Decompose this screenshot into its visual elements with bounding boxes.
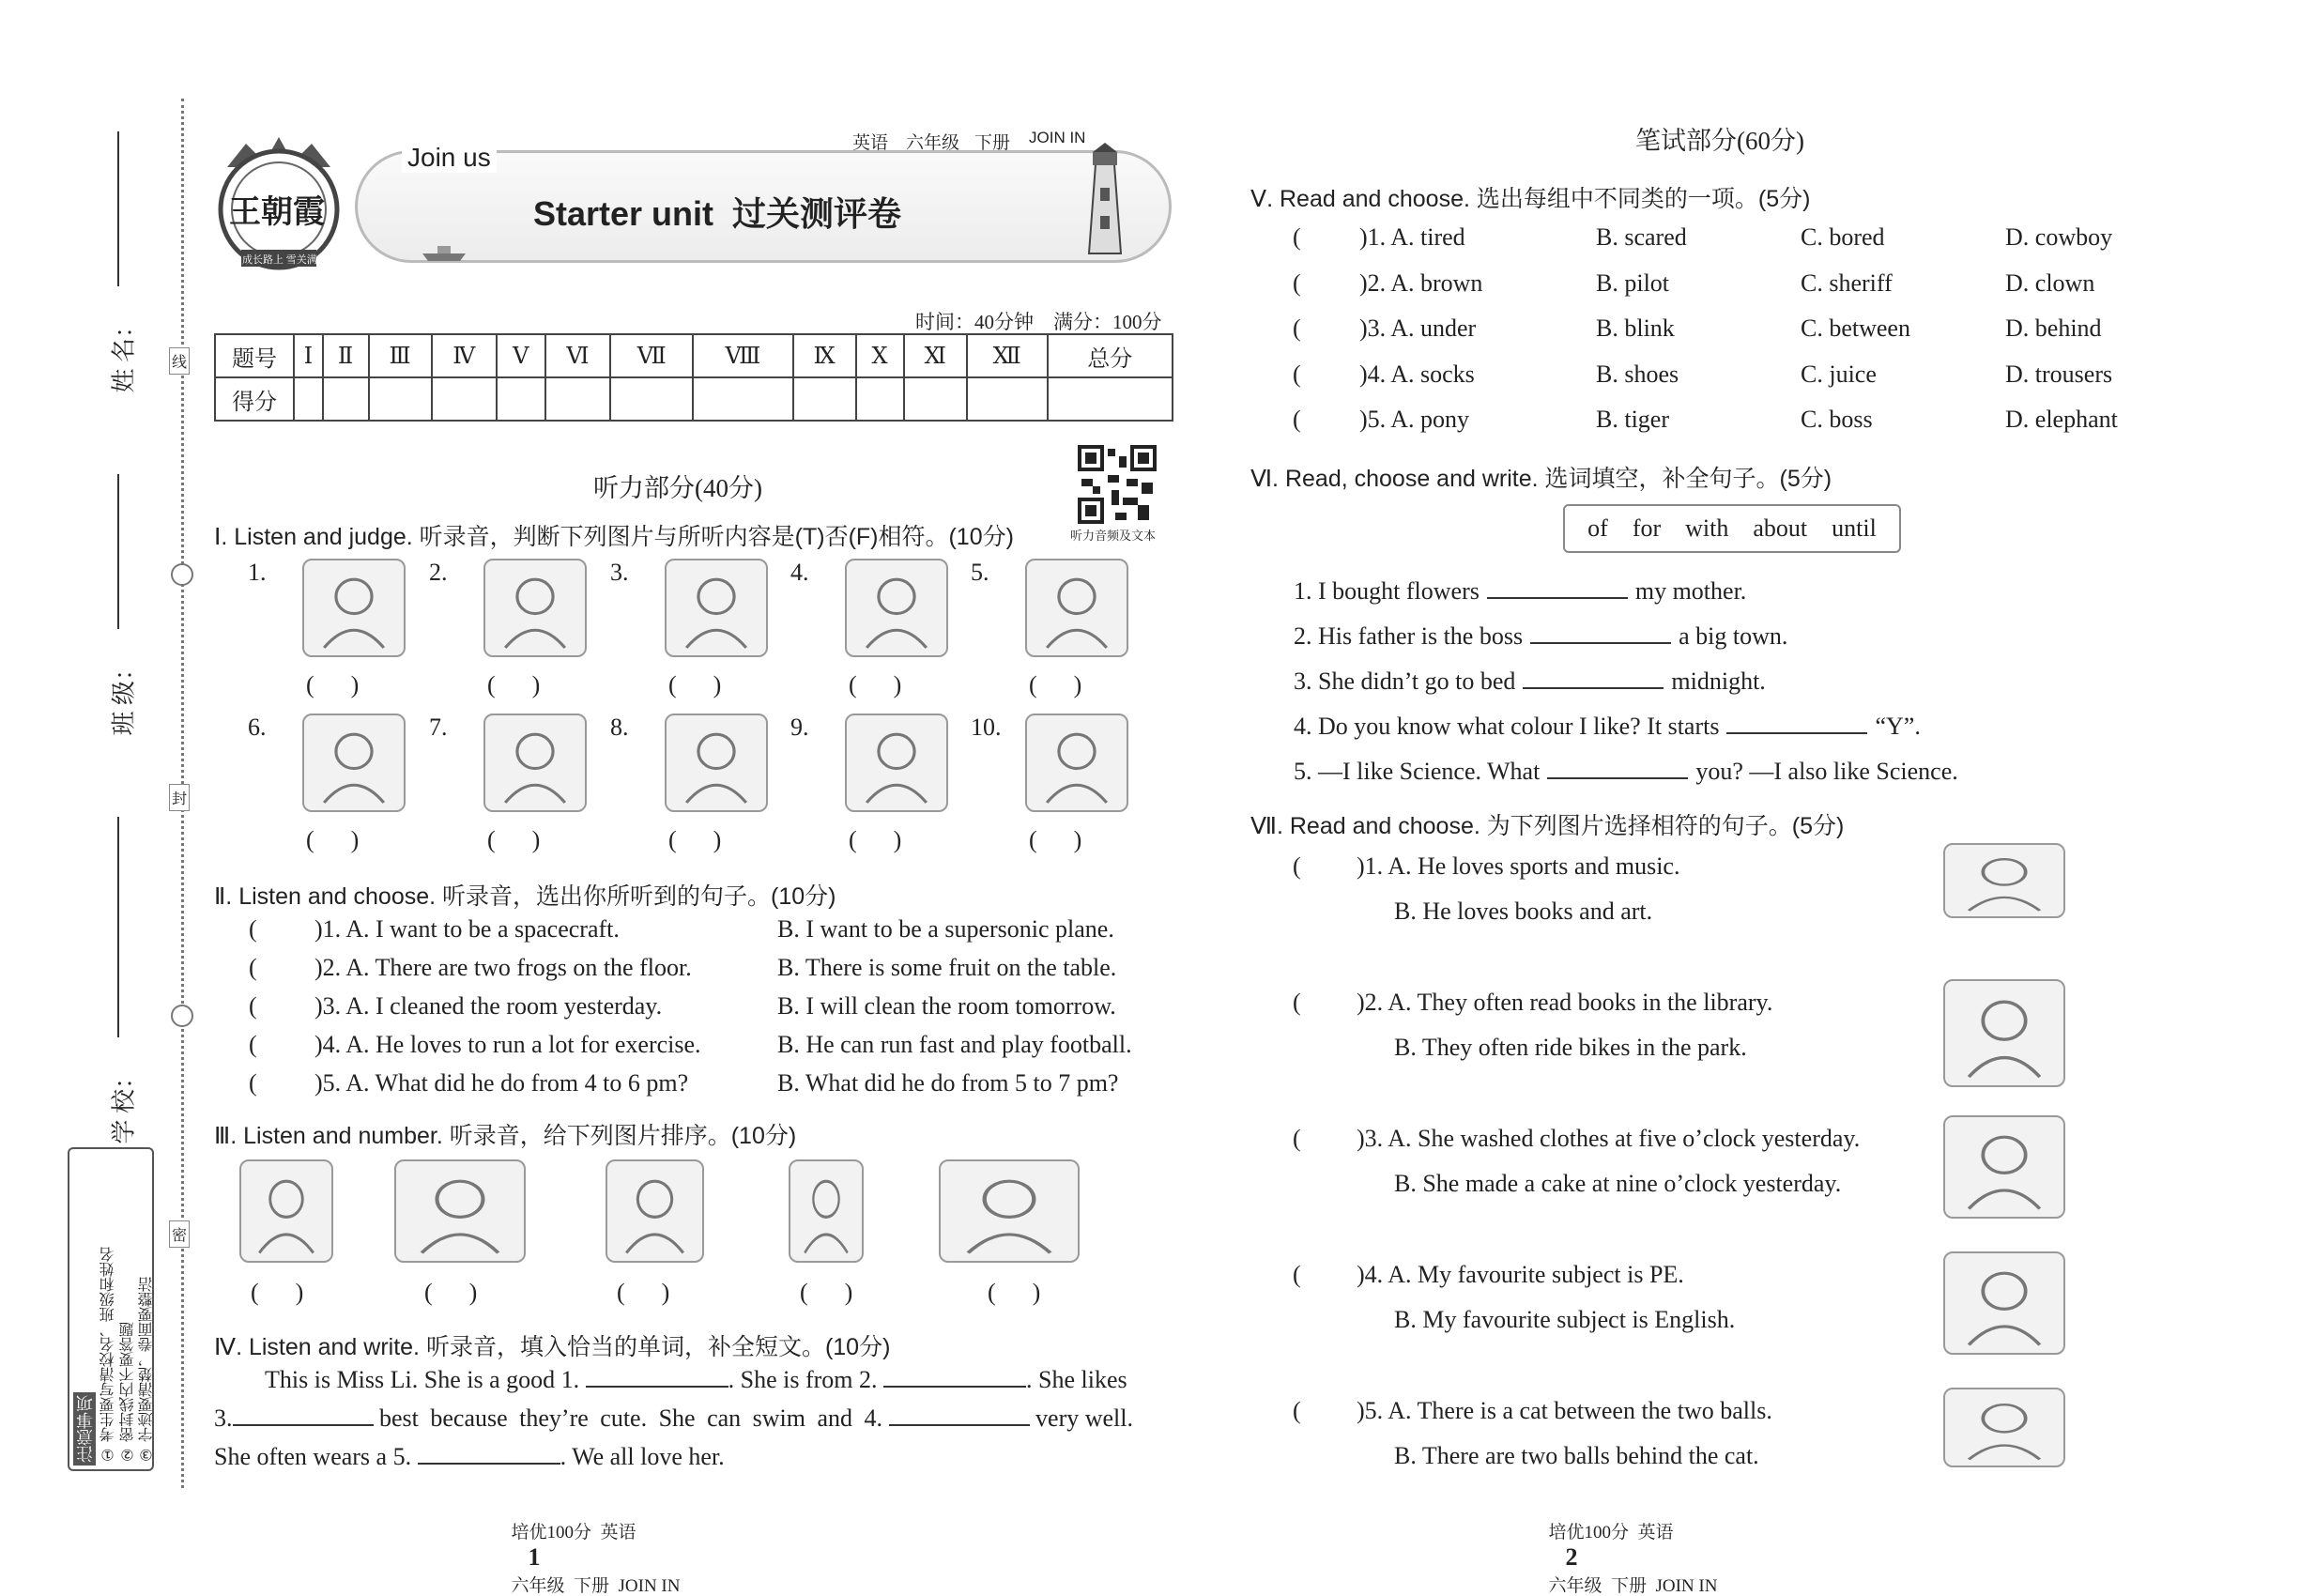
barn-icon: [483, 559, 587, 657]
seal-mark: 封: [169, 784, 190, 811]
page-title: Starter unit 过关测评卷: [533, 194, 902, 233]
option-d: D. trousers: [2005, 360, 2113, 388]
meta-grade: 六年级: [906, 133, 960, 153]
option-d: D. cowboy: [2005, 223, 2113, 251]
fill-sentence: [1294, 575, 1746, 606]
answer-blank[interactable]: [1487, 575, 1628, 599]
score-col-11: Ⅺ: [904, 334, 967, 377]
sentence-text: “Y”.: [1875, 713, 1921, 740]
option-a: )4. A. My favourite subject is PE.: [1357, 1261, 1684, 1288]
school-label: 学 校：: [110, 1064, 138, 1144]
section-6-title: Ⅵ. Read, choose and write. 选词填空，补全句子。(5分): [1250, 466, 1832, 492]
answer-paren[interactable]: ( ): [668, 826, 722, 853]
answer-paren[interactable]: (: [249, 992, 257, 1020]
score-table: [214, 333, 1173, 422]
answer-paren[interactable]: (: [1293, 406, 1301, 433]
score-cell[interactable]: [856, 377, 904, 421]
option-b: B. There are two balls behind the cat.: [1394, 1442, 1759, 1469]
kids-bikes-icon: [1943, 979, 2065, 1087]
answer-paren[interactable]: ( ): [487, 826, 541, 853]
option-b: B. They often ride bikes in the park.: [1394, 1034, 1747, 1061]
meta-subject: 英语: [852, 133, 889, 153]
girl-clock-cake-icon: [1943, 1115, 2065, 1219]
sentence-text: midnight.: [1671, 668, 1766, 695]
item-number: 5.: [971, 559, 989, 586]
horse-icon: [302, 714, 406, 812]
answer-paren[interactable]: (: [1293, 1261, 1301, 1288]
meta-term: 下册: [974, 133, 1011, 153]
passage-line-1: [265, 1363, 1127, 1394]
option-b: B. There is some fruit on the table.: [777, 954, 1117, 981]
notice-title: 注意事项: [73, 1392, 96, 1466]
brand-slogan: 成长路上 雪关满天: [242, 254, 328, 266]
qr-code-icon[interactable]: [1078, 445, 1157, 524]
footer-text: 培优100分 英语: [511, 1523, 636, 1542]
score-col-10: Ⅹ: [856, 334, 904, 377]
option-c: C. sheriff: [1801, 269, 1893, 297]
option-a: )2. A. brown: [1359, 269, 1483, 297]
answer-blank-2[interactable]: [883, 1363, 1026, 1388]
section-3-title: Ⅲ. Listen and number. 听录音，给下列图片排序。(10分): [214, 1123, 797, 1149]
option-b: B. pilot: [1596, 269, 1670, 297]
option-b: B. scared: [1596, 223, 1687, 251]
answer-paren[interactable]: (: [1293, 223, 1301, 251]
option-a: )5. A. There is a cat between the two balls.: [1357, 1397, 1772, 1424]
score-col-1: Ⅰ: [294, 334, 323, 377]
word-box: of for with about until: [1563, 504, 1901, 553]
sentence-text: 2. His father is the boss: [1294, 622, 1524, 650]
score-col-7: Ⅶ: [610, 334, 693, 377]
comic-books-icon: [1025, 714, 1128, 812]
score-cell[interactable]: [545, 377, 611, 421]
answer-paren[interactable]: ( ): [424, 1279, 478, 1306]
time-info: 时间：40分钟 满分：100分: [915, 311, 1162, 333]
score-cell[interactable]: [369, 377, 432, 421]
option-c: C. boss: [1801, 406, 1873, 433]
item-number: 1.: [248, 559, 267, 586]
answer-paren[interactable]: ( ): [1029, 826, 1082, 853]
meta-book: JOIN IN: [1029, 129, 1086, 146]
doctor-boy-icon: [239, 1159, 333, 1263]
answer-paren[interactable]: ( ): [668, 671, 722, 698]
sentence-text: you? —I also like Science.: [1695, 758, 1958, 785]
lighthouse-icon: [1081, 141, 1128, 258]
fill-sentence: [1294, 755, 1958, 786]
answer-paren[interactable]: ( ): [849, 671, 902, 698]
item-number: 10.: [971, 714, 1002, 741]
sentence-text: my mother.: [1634, 577, 1747, 605]
answer-paren[interactable]: (: [249, 915, 257, 943]
footer-text: 培优100分 英语: [1548, 1523, 1674, 1542]
answer-paren[interactable]: ( ): [800, 1279, 853, 1306]
fill-sentence: [1294, 665, 1766, 696]
kids-ping-pong-icon: [939, 1159, 1080, 1263]
boy-blackboard-icon: [1943, 1251, 2065, 1355]
brand-name: 王朝霞: [229, 195, 325, 230]
name-label: 姓 名：: [110, 313, 138, 393]
fill-sentence: [1294, 620, 1787, 651]
answer-blank-3[interactable]: [233, 1402, 374, 1426]
passage-line-2: [214, 1402, 1133, 1433]
option-b: B. What did he do from 5 to 7 pm?: [777, 1069, 1119, 1097]
notice-item: ① 考生要写清校名、班级和姓名: [100, 1247, 116, 1464]
class-field[interactable]: [108, 474, 146, 736]
sentence-text: 5. —I like Science. What: [1294, 758, 1541, 785]
footer-text: 六年级 下册 JOIN IN: [511, 1576, 681, 1596]
score-cell[interactable]: [432, 377, 497, 421]
option-a: )4. A. socks: [1359, 360, 1475, 388]
item-number: 2.: [429, 559, 448, 586]
sentence-text: 3. She didn’t go to bed: [1294, 668, 1516, 695]
score-table-header-row: [215, 334, 1173, 377]
answer-paren[interactable]: ( ): [1029, 671, 1082, 698]
answer-paren[interactable]: (: [249, 1069, 257, 1097]
option-c: C. bored: [1801, 223, 1885, 251]
ship-icon: [421, 240, 468, 263]
option-b: B. She made a cake at nine o’clock yesterday.: [1394, 1170, 1842, 1197]
section-1-title: Ⅰ. Listen and judge. 听录音，判断下列图片与所听内容是(T)否(F)相符。(10分): [214, 524, 1014, 550]
answer-paren[interactable]: (: [1293, 269, 1301, 297]
option-b: B. I want to be a supersonic plane.: [777, 915, 1114, 943]
join-us-label: Join us: [402, 143, 497, 173]
fill-sentence: [1294, 710, 1921, 741]
answer-paren[interactable]: ( ): [251, 1279, 304, 1306]
passage-text: best because they’re cute. She can swim and 4.: [379, 1404, 883, 1432]
passage-text: 3.: [214, 1404, 233, 1432]
passage-text: very well.: [1035, 1404, 1134, 1432]
answer-paren[interactable]: ( ): [306, 826, 360, 853]
item-number: 8.: [610, 714, 629, 741]
girl-face-icon: [302, 559, 406, 657]
passage-line-3: [214, 1440, 725, 1471]
option-a: )3. A. I cleaned the room yesterday.: [314, 992, 663, 1020]
answer-blank-4[interactable]: [889, 1402, 1030, 1426]
passage-text: . She likes: [1026, 1366, 1127, 1393]
seal-mark: 密: [169, 1220, 190, 1248]
option-c: C. juice: [1801, 360, 1877, 388]
swimmer-icon: [845, 714, 948, 812]
skirt-icon: [1025, 559, 1128, 657]
score-cell[interactable]: [1048, 377, 1173, 421]
answer-paren[interactable]: (: [1293, 1125, 1301, 1152]
score-cell[interactable]: [904, 377, 967, 421]
score-table-score-row: [215, 377, 1173, 421]
item-number: 3.: [610, 559, 629, 586]
seal-hole: [171, 1005, 193, 1027]
writing-heading: 笔试部分(60分): [1635, 127, 1804, 155]
footer-left: [502, 1497, 680, 1596]
answer-paren[interactable]: (: [1293, 852, 1301, 880]
option-c: C. between: [1801, 315, 1910, 342]
sentence-text: a big town.: [1679, 622, 1788, 650]
passage-text: . She is from 2.: [728, 1366, 878, 1393]
answer-paren[interactable]: ( ): [306, 671, 360, 698]
answer-paren[interactable]: ( ): [487, 671, 541, 698]
option-a: )5. A. What did he do from 4 to 6 pm?: [314, 1069, 689, 1097]
score-col-4: Ⅳ: [432, 334, 497, 377]
option-a: )1. A. He loves sports and music.: [1357, 852, 1680, 880]
answer-blank-1[interactable]: [586, 1363, 728, 1388]
score-cell[interactable]: [294, 377, 323, 421]
score-cell[interactable]: [610, 377, 693, 421]
cat-balls-icon: [1943, 1388, 2065, 1467]
nose-icon: [845, 559, 948, 657]
score-row-label: 得分: [215, 377, 294, 421]
score-row-label: 题号: [215, 334, 294, 377]
score-cell[interactable]: [967, 377, 1048, 421]
ruler-icon: [665, 559, 768, 657]
score-cell[interactable]: [693, 377, 792, 421]
seal-hole: [171, 563, 193, 586]
tiger-at-door-icon: [789, 1159, 864, 1263]
score-cell[interactable]: [497, 377, 545, 421]
boy-painting-icon: [606, 1159, 704, 1263]
answer-blank[interactable]: [1547, 755, 1688, 779]
class-label: 班 级：: [110, 655, 138, 736]
item-number: 4.: [790, 559, 809, 586]
answer-paren[interactable]: (: [1293, 360, 1301, 388]
brand-logo: [208, 130, 349, 270]
score-col-6: Ⅵ: [545, 334, 611, 377]
qr-caption: 听力音频及文本: [1070, 529, 1157, 543]
answer-paren[interactable]: (: [1293, 1397, 1301, 1424]
name-field[interactable]: [108, 131, 146, 393]
option-b: B. I will clean the room tomorrow.: [777, 992, 1116, 1020]
answer-blank[interactable]: [1530, 620, 1671, 644]
score-col-3: Ⅲ: [369, 334, 432, 377]
answer-blank[interactable]: [1523, 665, 1664, 689]
option-a: )1. A. tired: [1359, 223, 1465, 251]
passage-text: She often wears a 5.: [214, 1443, 412, 1470]
section-4-title: Ⅳ. Listen and write. 听录音，填入恰当的单词，补全短文。(10分): [214, 1334, 891, 1360]
score-cell[interactable]: [323, 377, 369, 421]
item-number: 7.: [429, 714, 448, 741]
section-2-title: Ⅱ. Listen and choose. 听录音，选出你所听到的句子。(10分): [214, 883, 836, 910]
page-number: 2: [1565, 1543, 1578, 1571]
option-a: )3. A. under: [1359, 315, 1477, 342]
option-a: )3. A. She washed clothes at five o’clock yesterday.: [1357, 1125, 1861, 1152]
notice-item: ② 密封线内不要答题: [120, 1322, 136, 1464]
school-field[interactable]: [108, 817, 146, 1144]
option-b: B. He loves books and art.: [1394, 898, 1653, 925]
score-col-5: Ⅴ: [497, 334, 545, 377]
answer-paren[interactable]: (: [249, 954, 257, 981]
section-5-title: Ⅴ. Read and choose. 选出每组中不同类的一项。(5分): [1250, 186, 1811, 212]
score-col-2: Ⅱ: [323, 334, 369, 377]
option-d: D. elephant: [2005, 406, 2118, 433]
answer-paren[interactable]: (: [1293, 315, 1301, 342]
alarm-clock-icon: [483, 714, 587, 812]
score-col-8: Ⅷ: [693, 334, 792, 377]
option-a: )5. A. pony: [1359, 406, 1469, 433]
score-col-12: Ⅻ: [967, 334, 1048, 377]
passage-text: This is Miss Li. She is a good 1.: [265, 1366, 580, 1393]
answer-paren[interactable]: ( ): [617, 1279, 670, 1306]
answer-paren[interactable]: (: [249, 1031, 257, 1058]
item-number: 6.: [248, 714, 267, 741]
answer-paren[interactable]: (: [1293, 989, 1301, 1016]
sentence-text: 1. I bought flowers: [1294, 577, 1480, 605]
option-d: D. behind: [2005, 315, 2102, 342]
answer-paren[interactable]: ( ): [988, 1279, 1041, 1306]
answer-blank-5[interactable]: [418, 1440, 560, 1465]
score-col-total: 总分: [1048, 334, 1173, 377]
option-b: B. shoes: [1596, 360, 1679, 388]
option-d: D. clown: [2005, 269, 2095, 297]
footer-right: [1540, 1497, 1717, 1596]
score-cell[interactable]: [793, 377, 856, 421]
option-b: B. blink: [1596, 315, 1675, 342]
option-a: )1. A. I want to be a spacecraft.: [314, 915, 620, 943]
listening-heading: 听力部分(40分): [593, 474, 762, 502]
page-number: 1: [528, 1543, 541, 1571]
vegetables-icon: [665, 714, 768, 812]
option-b: B. He can run fast and play football.: [777, 1031, 1132, 1058]
notice-item: ③ 字迹要清楚，卷面要整洁: [139, 1277, 155, 1464]
boy-with-clock-icon: [394, 1159, 526, 1263]
score-col-9: Ⅸ: [793, 334, 856, 377]
passage-text: . We all love her.: [560, 1443, 725, 1470]
footer-text: 六年级 下册 JOIN IN: [1548, 1576, 1718, 1596]
option-a: )2. A. There are two frogs on the floor.: [314, 954, 692, 981]
notice-box: [68, 1147, 154, 1471]
racket-music-icon: [1943, 843, 2065, 918]
seal-mark: 线: [169, 347, 190, 375]
section-7-title: Ⅶ. Read and choose. 为下列图片选择相符的句子。(5分): [1250, 813, 1845, 839]
answer-paren[interactable]: ( ): [849, 826, 902, 853]
option-b: B. My favourite subject is English.: [1394, 1306, 1736, 1333]
option-a: )2. A. They often read books in the library.: [1357, 989, 1773, 1016]
option-a: )4. A. He loves to run a lot for exercise.: [314, 1031, 701, 1058]
option-b: B. tiger: [1596, 406, 1669, 433]
sentence-text: 4. Do you know what colour I like? It starts: [1294, 713, 1720, 740]
item-number: 9.: [790, 714, 809, 741]
answer-blank[interactable]: [1726, 710, 1867, 734]
